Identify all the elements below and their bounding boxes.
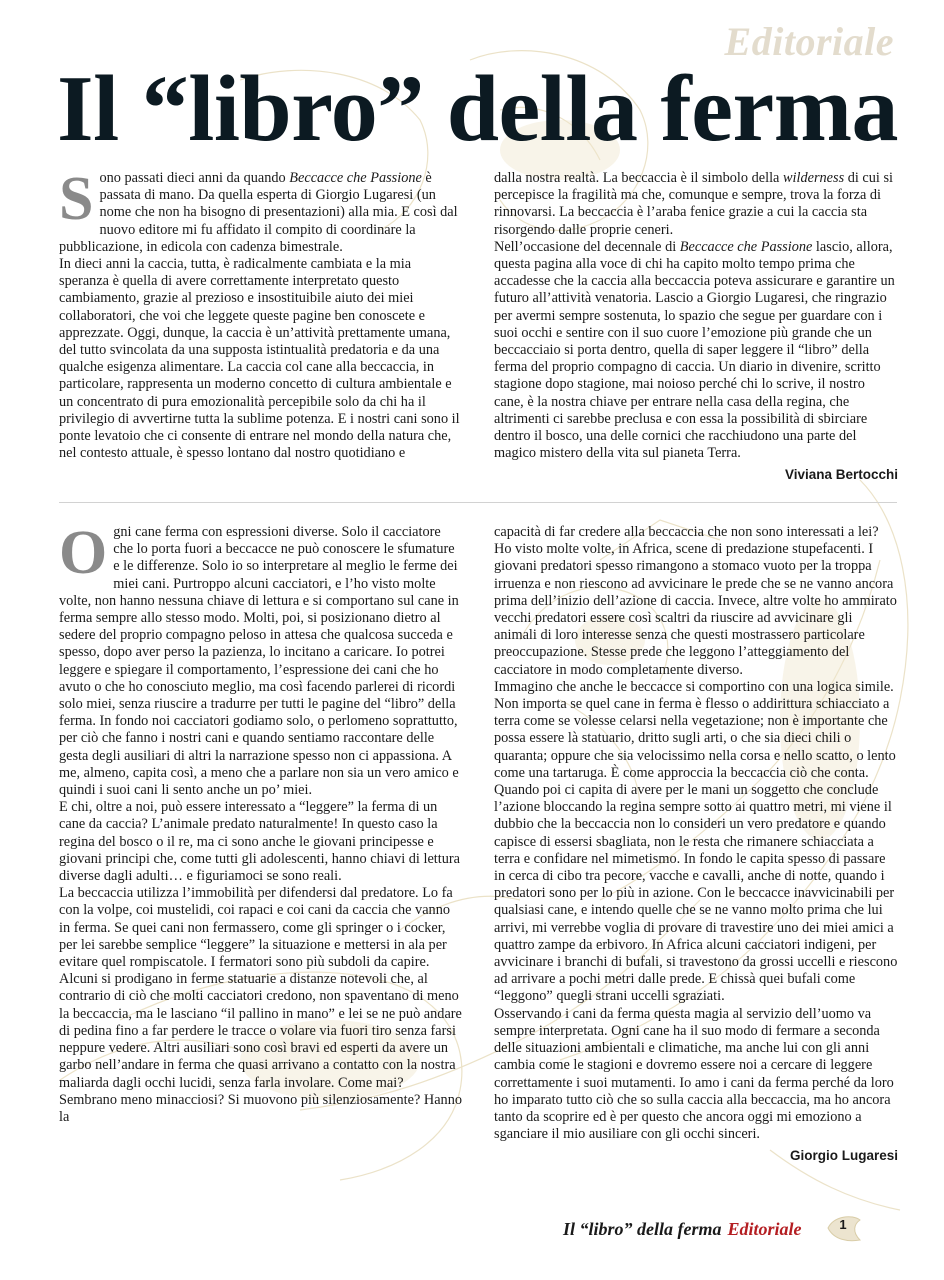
editorial-paragraph-2: In dieci anni la caccia, tutta, è radicalmente cambiata e la mia speranza è quella di avere correttamente interpretato questo cambiamento, grazie al prezioso e insostituibile aiuto dei miei collaboratori, che voi che leggete queste pagine ben conoscete e apprezzate. Oggi, dunque, la caccia è un’attività prettamente umana, del tutto svincolata da una supposta istintualità predatoria e da una qualche esigenza alimentare. La caccia col cane alla beccaccia, in particolare, rappresenta un moderno concetto di cultura ambientale e un concentrato di pura emozionalità percepibile solo da chi ha il privilegio di avvertirne tutta la sublime potenza. E i nostri cani sono il ponte levatoio che ci consente di entrare nel mondo della natura che, nel contesto attuale, è spesso lontano dal nostro quotidiano e [59, 256, 460, 462]
drop-cap: S [59, 165, 94, 233]
footer-section: Editoriale [727, 1219, 802, 1239]
section-label: Editoriale [724, 19, 894, 64]
article-signature: Giorgio Lugaresi [789, 1148, 898, 1164]
editorial-paragraph-1: Sono passati dieci anni da quando Beccacce che Passione è passata di mano. Da quella esperta di Giorgio Lugaresi (un nome che non ha bisogno di presentazioni) alla mia. E così dal nuovo editore mi fu affidato il compito di coordinare la pubblicazione, in edicola con cadenza bimestrale. [59, 165, 458, 255]
article-paragraph-1: Ogni cane ferma con espressioni diverse. Solo il cacciatore che lo porta fuori a beccacce ne può conoscere le sfumature e le differenze. Solo io so interpretare al meglio le ferme dei miei cani. Purtroppo alcuni cacciatori, e l’ho visto molte volte, non hanno nessuna chiave di lettura e si comportano sul cane in ferma sempre allo stesso modo. Molti, poi, si posizionano dietro al sedere del proprio compagno peloso in attesa che qualcosa succeda e spesso, dopo aver perso la pazienza, lo incitano a caricare. Io potrei leggere e spiegare il comportamento, l’espressione dei cani che ho avuto o che ho conosciuto meglio, ma così facendo parlerei di ricordi solo miei, senza riuscire a tradurre per tutti le pagine del “libro” della ferma. In fondo noi cacciatori godiamo solo, o perlomeno soprattutto, per ciò che fanno i nostri cani e quando sentiamo raccontare delle gesta degli ausiliari di altri la narrazione spesso non ci appassiona. A me, almeno, capita così, a meno che a parlare non sia un vero amico e quindi i suoi cani li sento anche un po’ miei. [59, 519, 459, 799]
article-title: Il “libro” della ferma [57, 57, 899, 161]
page-footer [563, 1219, 823, 1240]
section-divider [59, 502, 897, 503]
article-paragraph-2: E chi, oltre a noi, può essere interessato a “leggere” la ferma di un cane da caccia? L’animale predato naturalmente! In questo caso la regina del bosco o il re, ma ci sono anche le giovani principesse e giovani principi che, come tutti gli adolescenti, hanno chiavi di lettura diverse dagli adulti… e figuriamoci se sono reali. [59, 799, 460, 885]
editorial-column-2 [494, 170, 898, 484]
article-paragraph-5: Immagino che anche le beccacce si comportino con una logica simile. Non importa se quel cane in ferma è flesso o addirittura schiacciato a terra come se volesse celarsi nella vegetazione; non è importante che possa essere là statuario, dritto sugli arti, o che sia dieci chili o quaranta; oppure che sia velocissimo nella corsa e nello scatto, o lento come una tartaruga. È come approccia la beccaccia ciò che conta. Quando poi ci capita di avere per le mani un soggetto che conclude l’azione bloccando la regina sempre sotto ai quattro metri, mi viene il dubbio che la beccaccia non lo consideri un vero predatore e quando capisce di essersi sbagliata, non le resta che rimanere schiacciata a terra e confidare nel mimetismo. In fondo le capita spesso di passare in cerca di cibo tra pecore, vacche e cavalli, anche di notte, quando i predatori sono per lo più in azione. Con le beccacce inavvicinabili per qualsiasi cane, e intendo quelle che se ne vanno molto prima che lui arrivi, mi verrebbe voglia di provare di travestire uno dei miei amici a quattro zampe da erbivoro. In Africa alcuni cacciatori indigeni, per avvicinare i branchi di bufali, si travestono da grossi uccelli e riescono ad arrivare a pochi metri dalle prede. E chissà quei bufali come “leggono” quegli strani uccelli sgraziati. [494, 678, 898, 1005]
drop-cap: O [59, 519, 108, 587]
article-column-1 [59, 519, 463, 1126]
article-paragraph-6: Osservando i cani da ferma questa magia al servizio dell’uomo va sempre interpretata. Ogni cane ha il suo modo di fermare a seconda delle situazioni ambientali e climatiche, ma anche lui con gli anni cambia come le stagioni e dovremo essere noi a cercare di leggere correttamente i suoi mutamenti. Io amo i cani da ferma perché da loro ho imparato tutto ciò che so sulla caccia alla beccaccia, ma ho ancora tanto da scoprire ed è per questo che ancora oggi mi emoziono a sganciare il mio ausiliare con gli occhi sinceri. [494, 1005, 894, 1143]
article-paragraph-3: La beccaccia utilizza l’immobilità per difendersi dal predatore. Lo fa con la volpe, coi mustelidi, coi rapaci e coi cani da caccia che vanno in ferma. Se quei cani non fermassero, come gli springer o i cocker, per lei sarebbe semplice “leggere” la situazione e mettersi in ala per evitare quel rompiscatole. I fermatori sono più subdoli da capire. Alcuni si prodigano in ferme statuarie a distanze notevoli che, al contrario di ciò che molti cacciatori credono, non spaventano di meno la beccaccia, ma le lasciano “il pallino in mano” e lei se ne può andare di pedina fino a far perdere le tracce o volare via fuori tiro senza farsi neppure vedere. Altri ausiliari sono così bravi ed esperti da avere un garbo nell’andare in ferma che quasi arrivano a contatto con la nostra maliarda dagli occhi lucidi, senza farla involare. Come mai? Sembrano meno minacciosi? Si muovono più silenziosamente? Hanno la [59, 885, 463, 1125]
editorial-signature: Viviana Bertocchi [784, 467, 898, 483]
article-paragraph-4: capacità di far credere alla beccaccia che non sono interessati a lei? Ho visto molte volte, in Africa, scene di predazione stupefacenti. I giovani predatori spesso rimangono a stomaco vuoto per la troppa irruenza e non riescono ad avvicinare le prede che se ne vanno ancora prima dell’inizio dell’azione di caccia. Invece, altre volte ho ammirato vecchi predatori essere così scaltri da riuscire ad avvicinare gli animali di loro interesse senza che questi mostrassero particolare preoccupazione. Stesse prede che leggono l’atteggiamento del cacciatore in modo completamente diverso. [494, 524, 897, 678]
footer-title: Il “libro” della ferma [563, 1219, 722, 1239]
page-number: 1 [839, 1217, 847, 1232]
editorial-paragraph-3: dalla nostra realtà. La beccaccia è il simbolo della wilderness di cui si percepisce la fragilità ma che, comunque e sempre, trova la forza di rinnovarsi. La beccaccia è l’araba fenice grazie a cui la caccia sta risorgendo dalle proprie ceneri. [494, 170, 894, 238]
editorial-column-1 [59, 165, 463, 462]
editorial-paragraph-4: Nell’occasione del decennale di Beccacce che Passione lascio, allora, questa pagina alla voce di chi ha capito molto tempo prima che accadesse che la caccia alla beccaccia poteva assicurare e garantire un futuro all’attività venatoria. Lascio a Giorgio Lugaresi, che ringrazio per avermi sempre sostenuta, lo spazio che segue per guardare con i suoi occhi e sentire con il suo cuore l’emozione più grande che un beccacciaio si porta dentro, quella di saper leggere il “libro” della ferma del proprio compagno di caccia. Un diario in divenire, scritto stagione dopo stagione, mai noioso perché chi lo scrive, il nostro cane, è la nostra chiave per entrare nella casa della regina, che altrimenti ci sarebbe preclusa e con essa la possibilità di sbirciare dentro il bosco, una delle cornici che racchiudono una parte del magico mistero della vita sul pianeta Terra. [494, 238, 895, 462]
article-column-2 [494, 524, 898, 1165]
